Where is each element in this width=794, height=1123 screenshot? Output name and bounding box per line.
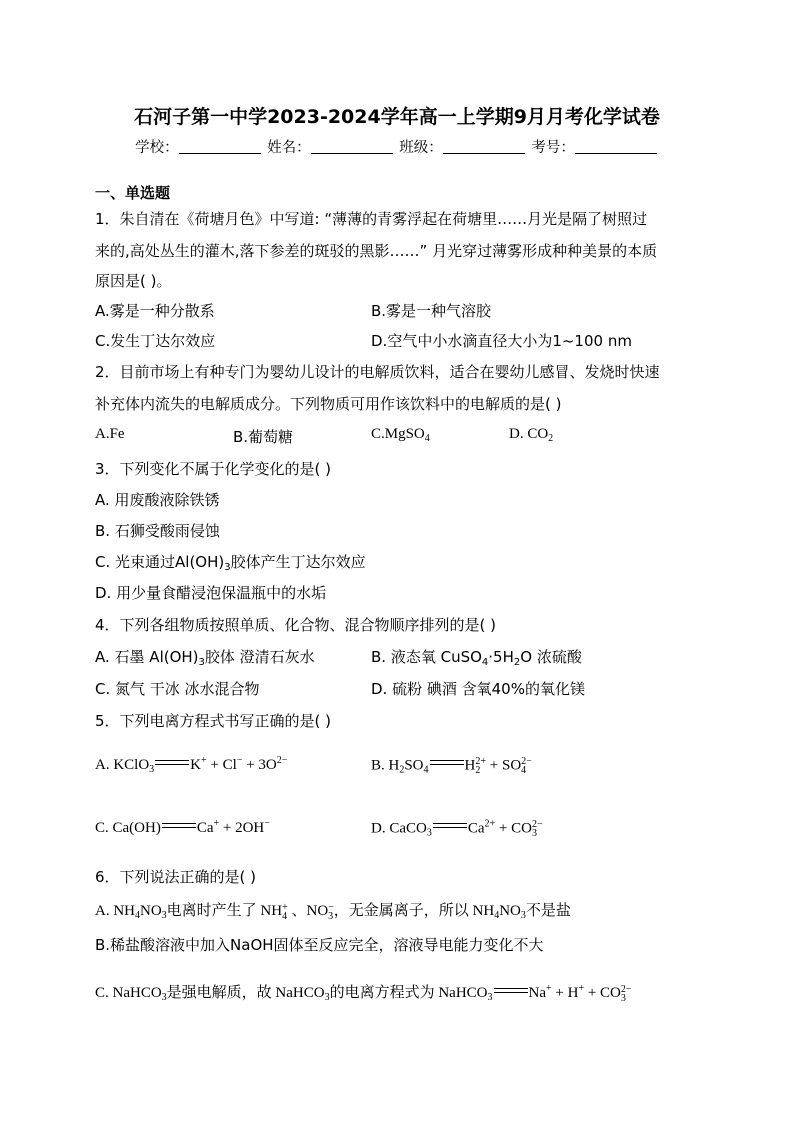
q2-option-b: B.葡萄糖 (233, 428, 294, 446)
school-blank[interactable] (179, 139, 261, 154)
q1-option-b: B.雾是一种气溶胶 (371, 302, 492, 320)
exam-title: 石河子第一中学2023-2024学年高一上学期9月月考化学试卷 (134, 106, 660, 128)
equals-sign (162, 822, 196, 830)
q4-option-a: A. 石墨 $Al(OH)_3$胶体 澄清石灰水 (95, 648, 315, 668)
q2-option-d: D. $CO_2$ (509, 426, 554, 444)
name-label: 姓名： (267, 140, 311, 156)
class-label: 班级： (399, 140, 443, 156)
q6-option-c: C. NaHCO$_3$是强电解质，故 NaHCO$_3$的电离方程式为 NaHCO$_3$ Na+ + H+ + CO 2− 3 (95, 983, 632, 1004)
section-title: 一、单选题 (95, 184, 171, 202)
q1-option-a: A.雾是一种分散系 (95, 302, 215, 320)
q3-option-b: B. 石狮受酸雨侵蚀 (95, 522, 220, 540)
q3-stem: 3．下列变化不属于化学变化的是( ) (95, 460, 332, 478)
q4-stem: 4．下列各组物质按照单质、化合物、混合物顺序排列的是( ) (95, 616, 497, 634)
q5-option-b: B. $H_2SO_4$ H 2+ 2 + SO 2− 4 (371, 756, 532, 776)
q2-stem-line1: 2．目前市场上有种专门为婴幼儿设计的电解质饮料，适合在婴幼儿感冒、发烧时快速 (95, 363, 660, 381)
exam-no-blank[interactable] (575, 139, 657, 154)
class-blank[interactable] (443, 139, 525, 154)
name-blank[interactable] (311, 139, 393, 154)
q1-stem-line2: 来的,高处丛生的灌木,落下参差的斑驳的黑影……” 月光穿过薄雾形成种种美景的本质 (95, 242, 658, 260)
q6-option-b: B.稀盐酸溶液中加入NaOH固体至反应完全，溶液导电能力变化不大 (95, 936, 544, 954)
q2-stem-line2: 补充体内流失的电解质成分。下列物质可用作该饮料中的电解质的是( ) (95, 395, 562, 413)
q6-option-a: A. $NH_4NO_3$电离时产生了 NH + 4 、NO − 3 ，无金属离子，所以 $NH_4NO_3$不是盐 (95, 901, 571, 922)
q2-option-c: C.MgSO$_4$ (371, 426, 430, 444)
q1-option-d: D.空气中小水滴直径大小为1~100 nm (371, 332, 632, 350)
equals-sign (494, 987, 528, 995)
student-info-row (0, 136, 794, 157)
q1-option-c: C.发生丁达尔效应 (95, 332, 216, 350)
q3-option-c: C. 光束通过$Al(OH)_3$胶体产生丁达尔效应 (95, 553, 366, 573)
equals-sign (433, 822, 467, 830)
q4-option-b: B. 液态氧 $CuSO_4\cdot 5H_2O$ 浓硫酸 (371, 648, 582, 668)
q5-option-c: C. Ca(OH) Ca+ + 2OH− (95, 818, 270, 836)
q4-option-c: C. 氮气 干冰 冰水混合物 (95, 680, 260, 698)
q3-option-d: D. 用少量食醋浸泡保温瓶中的水垢 (95, 584, 327, 602)
exam-no-label: 考号： (531, 140, 575, 156)
q5-option-a: A. KClO$_3$ $K^+ + Cl^- + 3O^{2-}$ (95, 755, 288, 775)
q4-option-d: D. 硫粉 碘酒 含氧40%的氧化镁 (371, 680, 585, 698)
q6-stem: 6．下列说法正确的是( ) (95, 868, 257, 886)
equals-sign (155, 759, 189, 767)
q1-stem-line3: 原因是( )。 (95, 272, 172, 290)
equals-sign (430, 759, 464, 767)
school-label: 学校： (135, 140, 179, 156)
q2-option-a: A.Fe (95, 426, 125, 442)
q5-option-d: D. CaCO$_3$ $Ca^{2+}$ + CO 2− 3 (371, 818, 543, 839)
q5-stem: 5．下列电离方程式书写正确的是( ) (95, 712, 332, 730)
q3-option-a: A. 用废酸液除铁锈 (95, 491, 220, 509)
q1-stem-line1: 1．朱自清在《荷塘月色》中写道: “薄薄的青雾浮起在荷塘里……月光是隔了树照过 (95, 210, 648, 228)
